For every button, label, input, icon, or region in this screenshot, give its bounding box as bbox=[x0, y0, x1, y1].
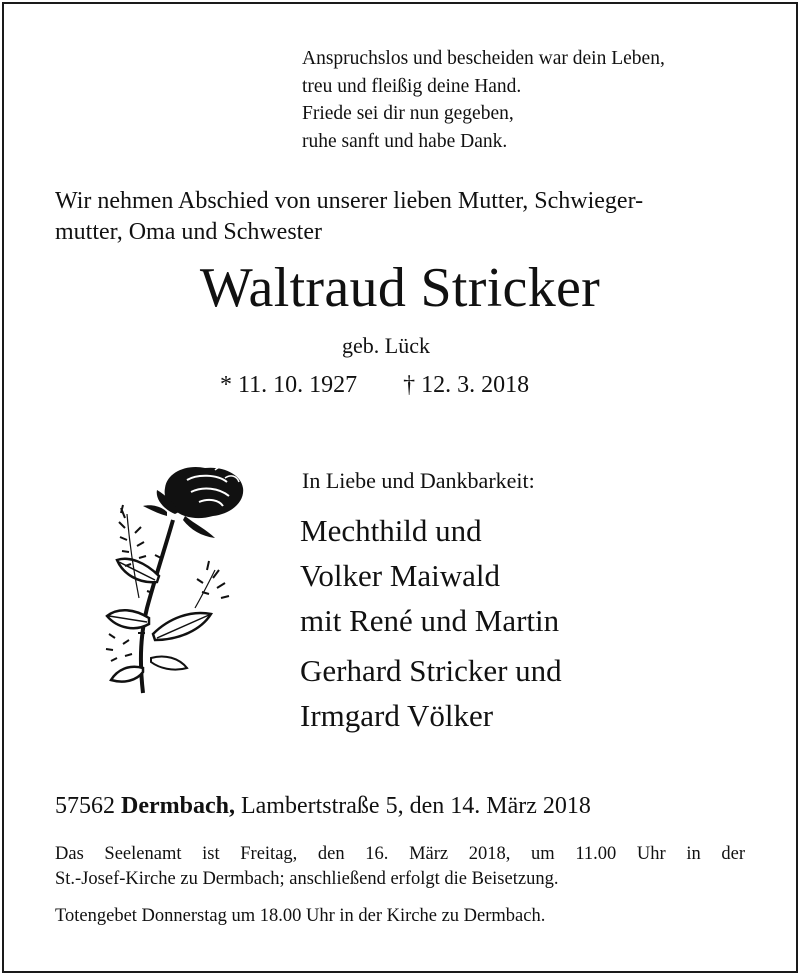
poem-line: ruhe sanft und habe Dank. bbox=[302, 130, 508, 152]
address-town: Dermbach, bbox=[121, 793, 235, 819]
life-dates bbox=[220, 372, 529, 399]
address-rest: Lambertstraße 5, den 14. März 2018 bbox=[240, 793, 591, 819]
mourner-line: Gerhard Stricker und bbox=[300, 653, 562, 688]
mourner-line: Irmgard Völker bbox=[300, 698, 494, 733]
funeral-info-line-2: St.-Josef-Kirche zu Dermbach; anschließend erfolgt die Beisetzung. bbox=[55, 868, 559, 889]
poem-line: Friede sei dir nun gegeben, bbox=[302, 103, 514, 125]
mourner-line: Volker Maiwald bbox=[300, 558, 501, 593]
death-date: † 12. 3. 2018 bbox=[403, 372, 530, 398]
address-line bbox=[55, 793, 591, 820]
rose-icon bbox=[95, 458, 255, 718]
intro-text bbox=[55, 186, 643, 248]
mourner-line: Mechthild und bbox=[300, 513, 482, 548]
mourners-group-1 bbox=[300, 508, 559, 643]
mourner-line: mit René und Martin bbox=[300, 603, 560, 638]
poem-line: Anspruchslos und bescheiden war dein Leben, bbox=[302, 48, 665, 69]
mourners-group-2 bbox=[300, 648, 562, 738]
address-zip: 57562 bbox=[55, 793, 115, 819]
thanks-heading: In Liebe und Dankbarkeit: bbox=[302, 468, 535, 493]
funeral-info bbox=[55, 842, 745, 891]
intro-line-1: Wir nehmen Abschied von unserer lieben Mutter, Schwieger- bbox=[55, 188, 644, 214]
birth-date: * 11. 10. 1927 bbox=[220, 372, 358, 398]
intro-line-2: mutter, Oma und Schwester bbox=[55, 219, 322, 245]
birth-name: geb. Lück bbox=[342, 333, 430, 358]
funeral-info-line-1: Das Seelenamt ist Freitag, den 16. März 2018, um 11.00 Uhr in der bbox=[55, 844, 745, 864]
poem-line: treu und fleißig deine Hand. bbox=[302, 75, 522, 97]
poem bbox=[302, 45, 665, 155]
prayer-info: Totengebet Donnerstag um 18.00 Uhr in der Kirche zu Dermbach. bbox=[55, 906, 546, 926]
deceased-name: Waltraud Stricker bbox=[199, 257, 601, 319]
